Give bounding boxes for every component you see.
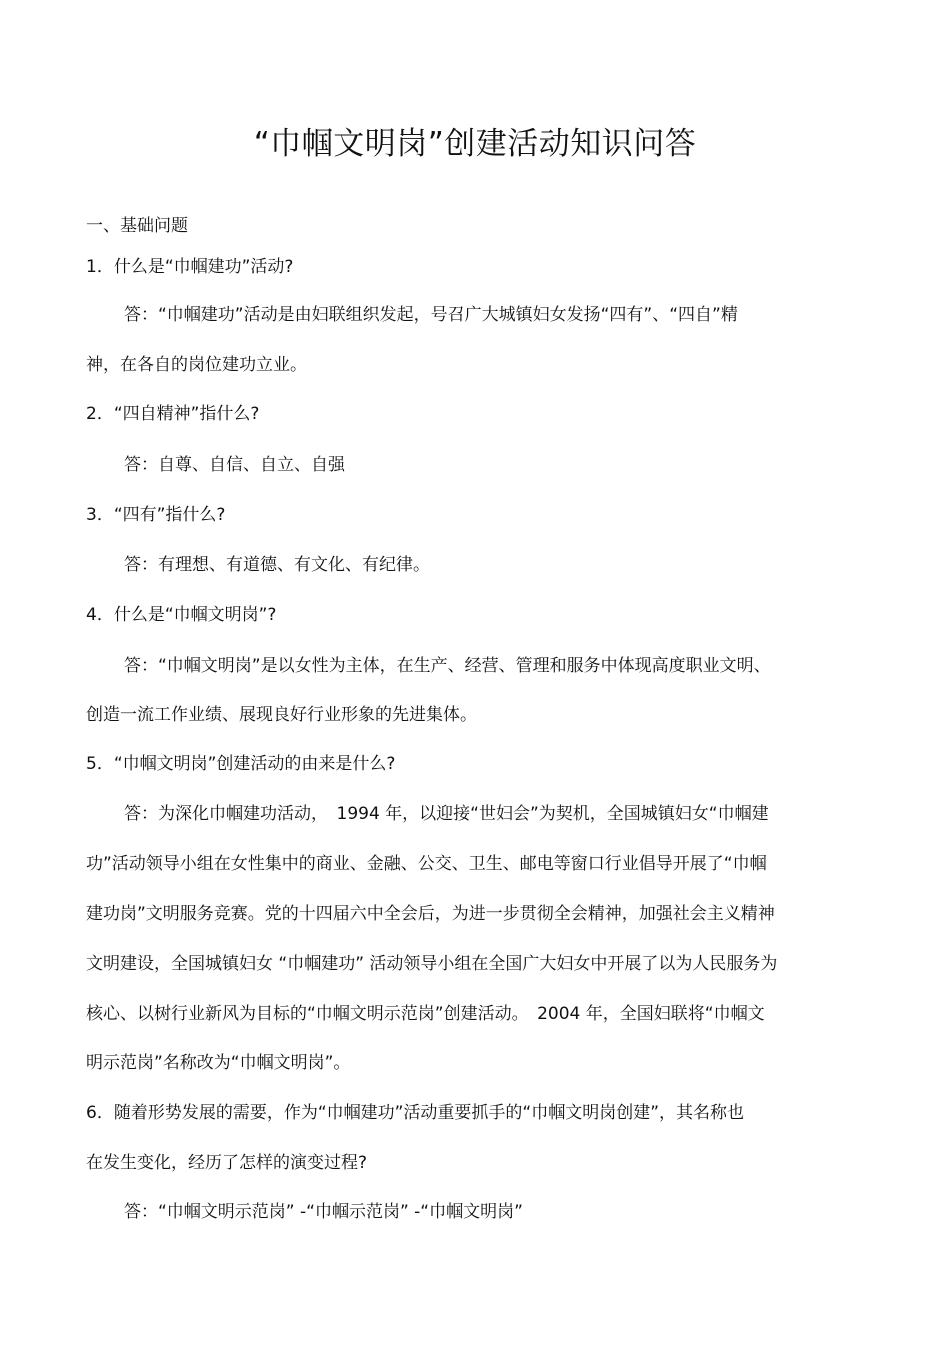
answer-3: 答：有理想、有道德、有文化、有纪律。 (124, 555, 430, 575)
question-6-line-1: 6．随着形势发展的需要，作为“巾帼建功”活动重要抓手的“巾帼文明岗创建”，其名称也 (86, 1103, 745, 1123)
answer-5-line-3: 建功岗”文明服务竞赛。党的十四届六中全会后，为进一步贯彻全会精神，加强社会主义精神 (86, 904, 775, 924)
answer-1-line-2: 神，在各自的岗位建功立业。 (86, 355, 307, 375)
question-2: 2．“四自精神”指什么? (86, 404, 260, 424)
answer-5-line-4: 文明建设，全国城镇妇女 “巾帼建功” 活动领导小组在全国广大妇女中开展了以为人民服务为 (86, 954, 778, 974)
document-title: “巾帼文明岗”创建活动知识问答 (253, 126, 697, 162)
section-heading: 一、基础问题 (86, 216, 188, 236)
question-4: 4．什么是“巾帼文明岗”? (86, 605, 277, 625)
question-6-line-2: 在发生变化，经历了怎样的演变过程? (86, 1153, 368, 1173)
answer-5-line-1: 答：为深化巾帼建功活动， 1994 年，以迎接“世妇会”为契机，全国城镇妇女“巾帼建 (124, 804, 769, 824)
question-3: 3．“四有”指什么? (86, 505, 226, 525)
question-5: 5．“巾帼文明岗”创建活动的由来是什么? (86, 754, 396, 774)
answer-5-line-5: 核心、以树行业新风为目标的“巾帼文明示范岗”创建活动。 2004 年，全国妇联将“巾帼文 (86, 1004, 765, 1024)
answer-5-line-6: 明示范岗”名称改为“巾帼文明岗”。 (86, 1053, 351, 1073)
answer-6: 答：“巾帼文明示范岗” -“巾帼示范岗” -“巾帼文明岗” (124, 1202, 523, 1222)
answer-4-line-2: 创造一流工作业绩、展现良好行业形象的先进集体。 (86, 705, 477, 725)
answer-4-line-1: 答：“巾帼文明岗”是以女性为主体，在生产、经营、管理和服务中体现高度职业文明、 (124, 656, 771, 676)
answer-2: 答：自尊、自信、自立、自强 (124, 455, 345, 475)
answer-5-line-2: 功”活动领导小组在女性集中的商业、金融、公交、卫生、邮电等窗口行业倡导开展了“巾帼 (86, 854, 767, 874)
answer-1-line-1: 答：“巾帼建功”活动是由妇联组织发起，号召广大城镇妇女发扬“四有”、“四自”精 (124, 305, 738, 325)
question-1: 1．什么是“巾帼建功”活动? (86, 257, 294, 277)
